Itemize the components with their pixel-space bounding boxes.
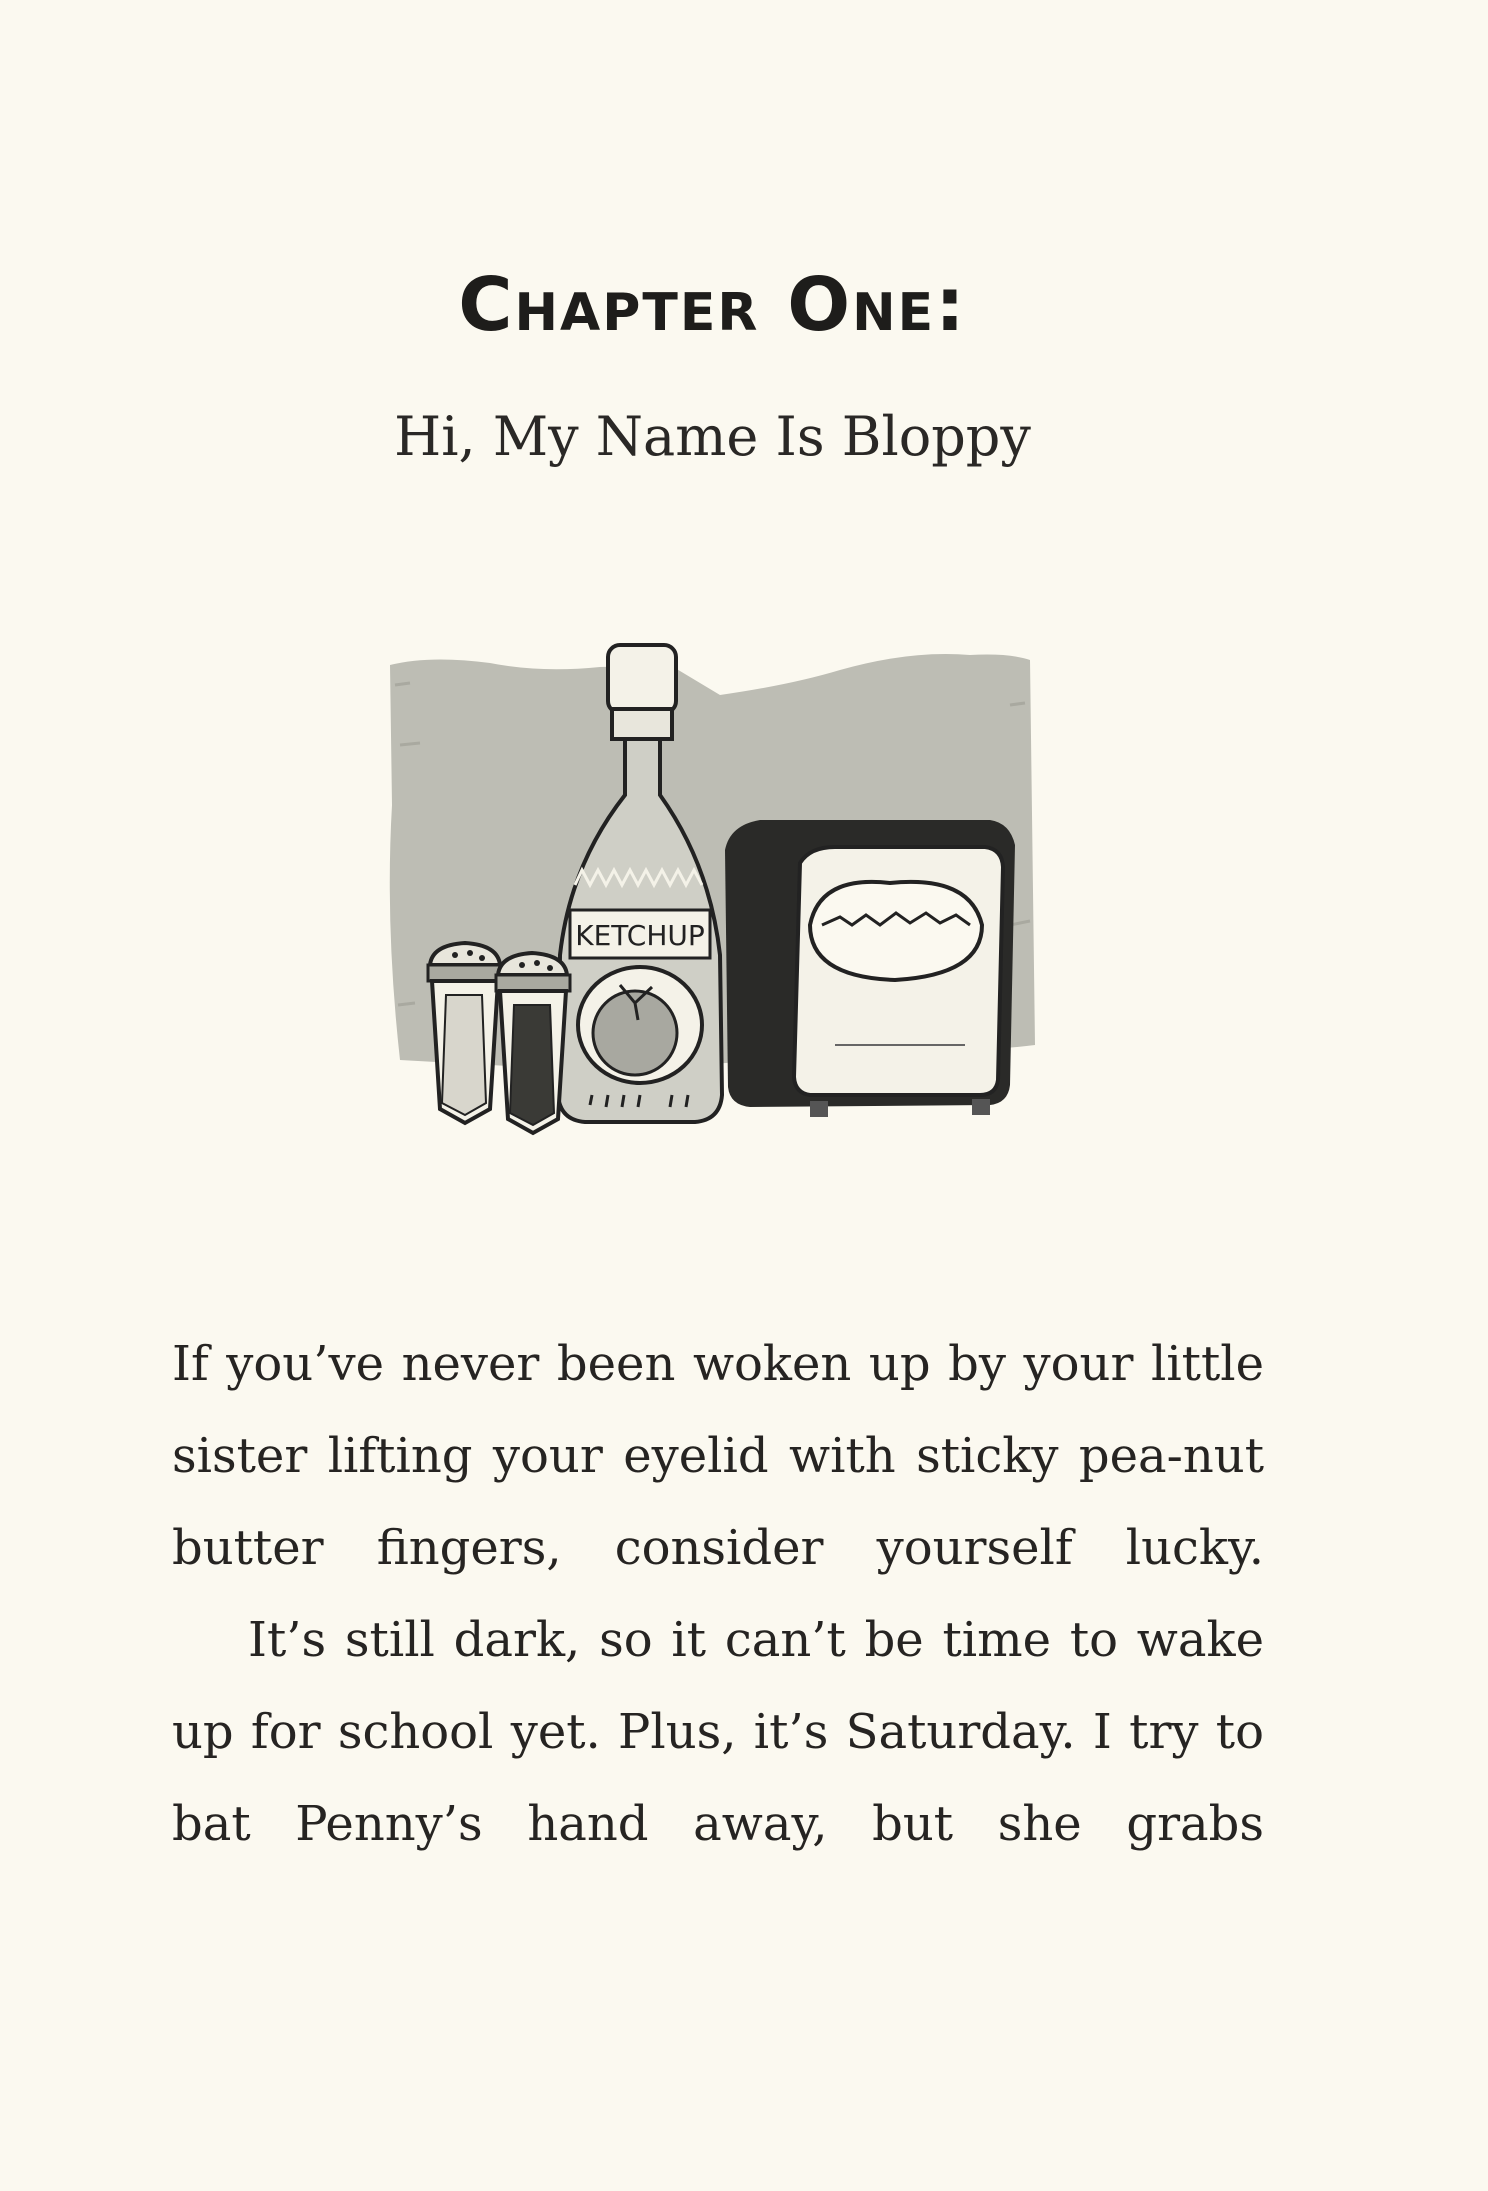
chapter-heading: Chapter One: xyxy=(458,262,967,348)
pepper-shaker xyxy=(496,953,570,1133)
paragraph-1: If you’ve never been woken up by your little sister lifting your eyelid with sticky pea-nut butter fingers, consider yourself lucky. xyxy=(172,1336,1264,1576)
condiments-illustration xyxy=(370,625,1050,1165)
napkin-dispenser xyxy=(725,820,1015,1117)
ketchup-label: KETCHUP xyxy=(575,919,705,952)
body-text xyxy=(172,1318,1264,1870)
salt-shaker xyxy=(428,943,502,1123)
paragraph-2: It’s still dark, so it can’t be time to wake up for school yet. Plus, it’s Saturday. I try to bat Penny’s hand away, but she grabs xyxy=(172,1612,1264,1852)
chapter-subtitle: Hi, My Name Is Bloppy xyxy=(394,405,1031,468)
condiments-illustration-svg xyxy=(370,625,1050,1165)
